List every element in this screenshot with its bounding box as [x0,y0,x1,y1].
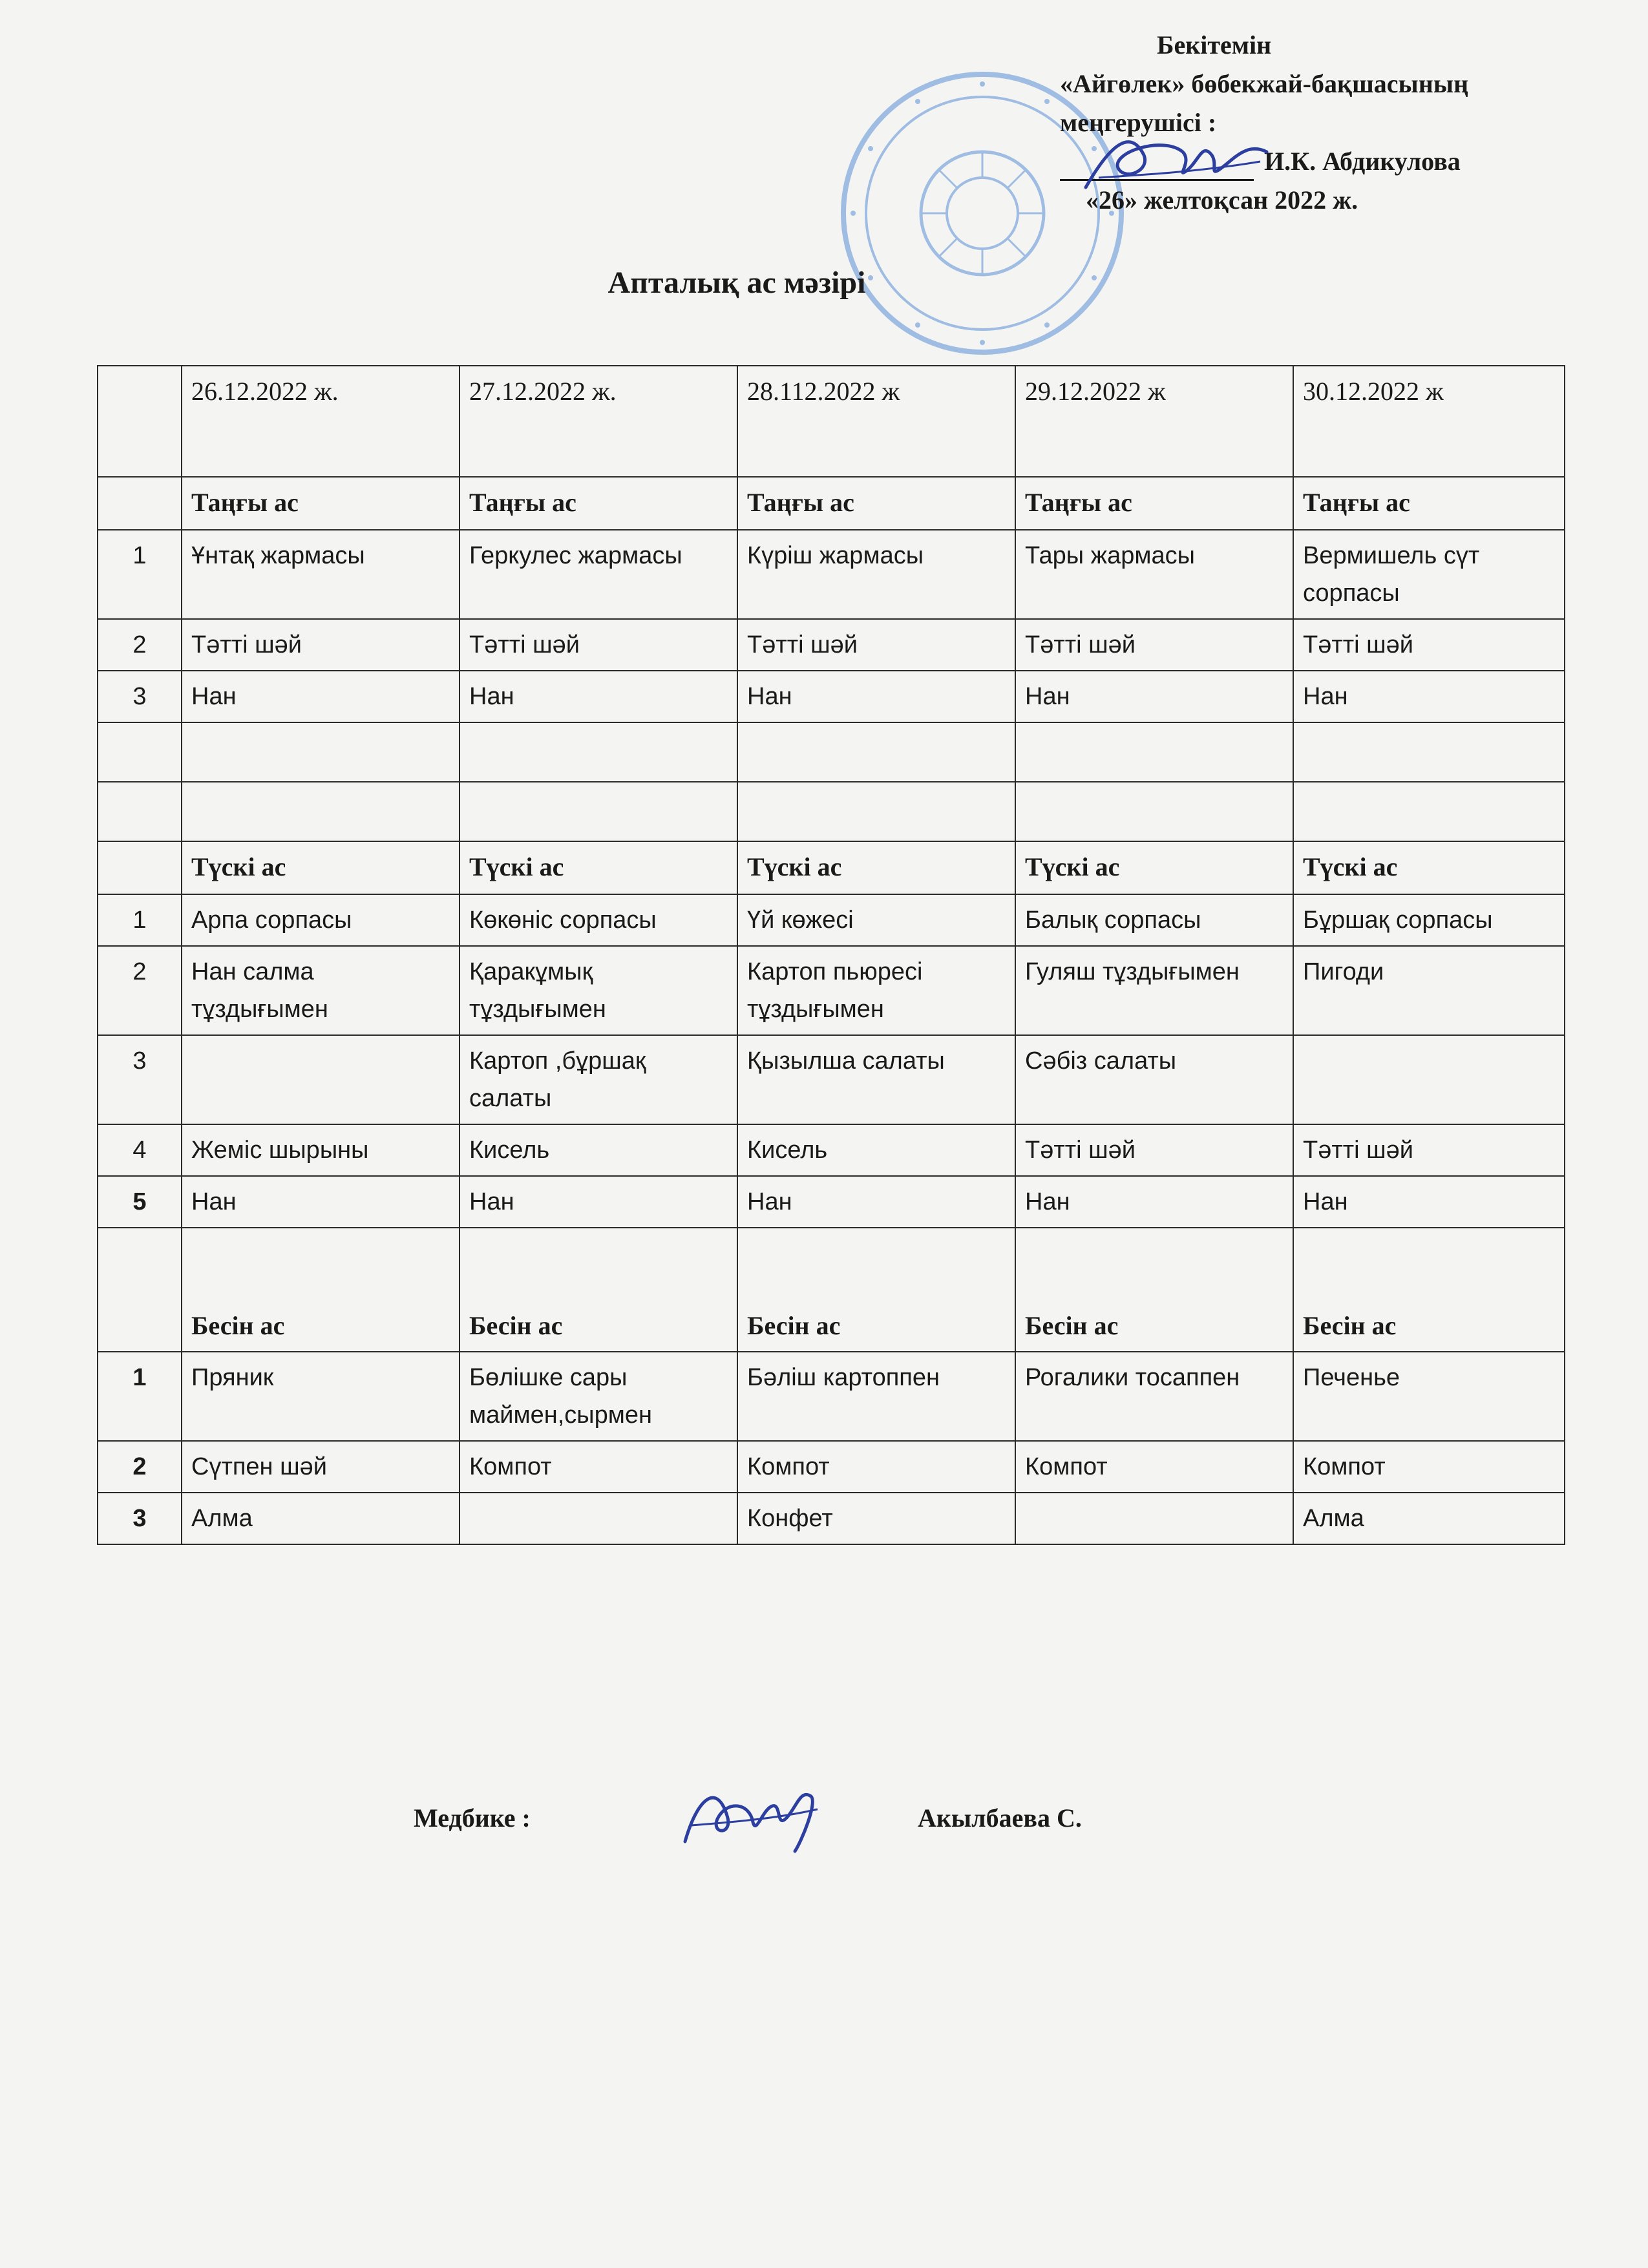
meal-label: Түскі ас [1293,841,1565,894]
head-signature-icon [1073,116,1280,207]
table-row [98,1352,1565,1441]
dish-cell: Гуляш тұздығымен [1015,946,1293,1035]
dish-cell: Алма [1293,1493,1565,1544]
empty-cell [98,782,182,841]
dish-cell: Печенье [1293,1352,1565,1441]
row-number: 2 [98,946,182,1035]
dish-cell: Күріш жармасы [737,530,1015,619]
dish-cell [1293,1035,1565,1124]
empty-cell [1293,782,1565,841]
page-title: Апталық ас мәзірі [607,266,866,300]
table-row [98,1124,1565,1176]
dish-cell: Алма [182,1493,460,1544]
row-number: 3 [98,1493,182,1544]
dish-cell: Компот [737,1441,1015,1493]
dish-cell: Үй көжесі [737,894,1015,946]
empty-cell [182,722,460,782]
dish-cell: Тәтті шәй [1293,1124,1565,1176]
meal-label: Бесін ас [1293,1228,1565,1352]
approval-org: «Айгөлек» бөбекжай-бақшасының [1060,69,1469,98]
dish-cell: Жеміс шырыны [182,1124,460,1176]
meal-label: Түскі ас [737,841,1015,894]
date-cell: 28.112.2022 ж [737,366,1015,477]
dish-cell: Тары жармасы [1015,530,1293,619]
meal-num-cell [98,477,182,530]
empty-cell [737,722,1015,782]
empty-cell [98,722,182,782]
nurse-name: Акылбаева С. [918,1803,1082,1832]
dish-cell: Нан [1015,671,1293,722]
empty-row [98,782,1565,841]
meal-label: Түскі ас [182,841,460,894]
date-cell: 30.12.2022 ж [1293,366,1565,477]
dish-cell: Нан [182,1176,460,1228]
meal-label: Бесін ас [460,1228,737,1352]
empty-cell [737,782,1015,841]
meal-label: Таңғы ас [1015,477,1293,530]
meal-label: Таңғы ас [1293,477,1565,530]
dish-cell: Геркулес жармасы [460,530,737,619]
dish-cell: Балық сорпасы [1015,894,1293,946]
dish-cell: Бұршақ сорпасы [1293,894,1565,946]
dish-cell: Рогалики тосаппен [1015,1352,1293,1441]
meal-label: Түскі ас [460,841,737,894]
row-number: 4 [98,1124,182,1176]
date-cell: 27.12.2022 ж. [460,366,737,477]
dish-cell: Компот [1293,1441,1565,1493]
meal-label: Таңғы ас [737,477,1015,530]
row-number: 2 [98,619,182,671]
dish-cell: Ұнтақ жармасы [182,530,460,619]
dish-cell: Картоп ,бұршақ салаты [460,1035,737,1124]
dish-cell [182,1035,460,1124]
approval-position: меңгерушісі : [1060,108,1217,137]
dish-cell [1015,1493,1293,1544]
meal-label: Бесін ас [1015,1228,1293,1352]
dish-cell: Нан [737,671,1015,722]
table-row [98,671,1565,722]
row-number: 1 [98,1352,182,1441]
table-row [98,619,1565,671]
dish-cell: Компот [1015,1441,1293,1493]
dish-cell: Қаракұмық тұздығымен [460,946,737,1035]
nurse-label: Медбике : [414,1803,531,1832]
dish-cell: Тәтті шәй [182,619,460,671]
dish-cell: Қызылша салаты [737,1035,1015,1124]
table-row [98,1493,1565,1544]
dish-cell: Вермишель сүт сорпасы [1293,530,1565,619]
approval-date: «26» желтоқсан 2022 ж. [1086,185,1358,215]
dish-cell: Тәтті шәй [737,619,1015,671]
dish-cell: Кисель [737,1124,1015,1176]
table-row [98,946,1565,1035]
meal-label: Бесін ас [182,1228,460,1352]
corner-cell [98,366,182,477]
row-number: 1 [98,894,182,946]
approval-name: И.К. Абдикулова [1264,147,1461,176]
dish-cell: Картоп пьюресі тұздығымен [737,946,1015,1035]
dish-cell: Сәбіз салаты [1015,1035,1293,1124]
weekly-menu-table [97,365,1565,1545]
empty-row [98,722,1565,782]
dish-cell: Пигоди [1293,946,1565,1035]
empty-cell [460,722,737,782]
breakfast-header-row [98,477,1565,530]
empty-cell [1015,782,1293,841]
dish-cell: Тәтті шәй [460,619,737,671]
dish-cell: Нан [460,671,737,722]
dish-cell: Бөлішке сары маймен,сырмен [460,1352,737,1441]
meal-label: Бесін ас [737,1228,1015,1352]
row-number: 1 [98,530,182,619]
dish-cell: Арпа сорпасы [182,894,460,946]
snack-header-row [98,1228,1565,1352]
empty-cell [1015,722,1293,782]
dish-cell: Конфет [737,1493,1015,1544]
meal-label: Түскі ас [1015,841,1293,894]
table-row [98,1176,1565,1228]
dish-cell: Пряник [182,1352,460,1441]
dish-cell [460,1493,737,1544]
meal-label: Таңғы ас [182,477,460,530]
dish-cell: Көкөніс сорпасы [460,894,737,946]
meal-label: Таңғы ас [460,477,737,530]
date-row [98,366,1565,477]
table-row [98,530,1565,619]
empty-cell [1293,722,1565,782]
row-number: 2 [98,1441,182,1493]
date-cell: 29.12.2022 ж [1015,366,1293,477]
row-number: 3 [98,671,182,722]
meal-num-cell [98,841,182,894]
table-row [98,894,1565,946]
dish-cell: Нан [1015,1176,1293,1228]
dish-cell: Компот [460,1441,737,1493]
dish-cell: Нан [460,1176,737,1228]
dish-cell: Нан салма тұздығымен [182,946,460,1035]
dish-cell: Тәтті шәй [1015,1124,1293,1176]
table-row [98,1441,1565,1493]
dish-cell: Тәтті шәй [1293,619,1565,671]
dish-cell: Нан [737,1176,1015,1228]
date-cell: 26.12.2022 ж. [182,366,460,477]
dish-cell: Тәтті шәй [1015,619,1293,671]
dish-cell: Кисель [460,1124,737,1176]
approval-heading: Бекітемін [1157,30,1272,59]
dish-cell: Нан [1293,671,1565,722]
meal-num-cell [98,1228,182,1352]
row-number: 3 [98,1035,182,1124]
nurse-signature-icon [672,1770,827,1861]
row-number: 5 [98,1176,182,1228]
dish-cell: Сүтпен шәй [182,1441,460,1493]
empty-cell [182,782,460,841]
lunch-header-row [98,841,1565,894]
dish-cell: Бәліш картоппен [737,1352,1015,1441]
empty-cell [460,782,737,841]
table-row [98,1035,1565,1124]
dish-cell: Нан [1293,1176,1565,1228]
dish-cell: Нан [182,671,460,722]
